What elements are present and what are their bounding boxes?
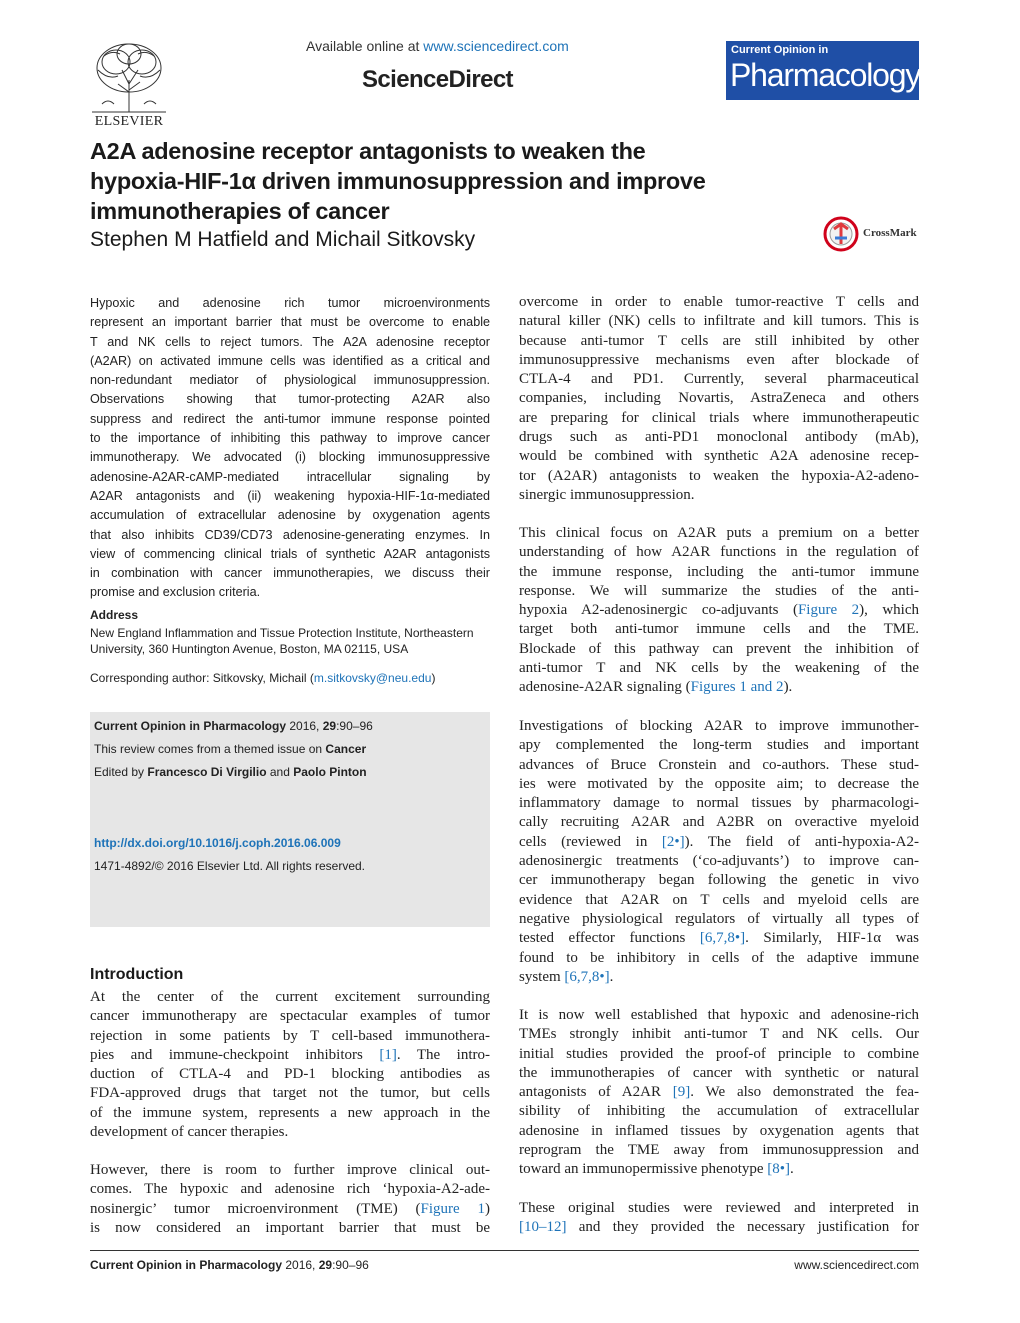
body-line: inflammatory damage to normal tissues by pharmacologi- [519, 795, 919, 812]
body-line: It is now well established that hypoxic and adenosine-rich [519, 1007, 919, 1023]
right-paragraph-1 [519, 293, 919, 505]
corresponding-prefix: Corresponding author: Sitkovsky, Michail ( [90, 671, 314, 685]
body-line: comes. The hypoxic and adenosine rich ‘hypoxia-A2-ade- [90, 1181, 490, 1198]
crossmark-icon [823, 216, 859, 252]
abstract-line: that also inhibits CD39/CD73 adenosine-generating enzymes. In [90, 527, 490, 542]
corresponding-suffix: ) [431, 671, 436, 685]
body-line: initial studies provided the proof-of principle to combine [519, 1045, 919, 1062]
body-line: immunosuppressive mechanisms even after blockade of [519, 351, 919, 368]
reference-link[interactable]: [6,7,8•] [699, 930, 746, 947]
doi-line [94, 836, 341, 850]
body-line: These original studies were reviewed and interpreted in [519, 1200, 919, 1216]
body-line: This clinical focus on A2AR puts a premium on a better [519, 525, 919, 541]
body-line: nosinergic’ tumor microenvironment (TME) (Figure 1) [90, 1200, 491, 1217]
footer-journal: Current Opinion in Pharmacology [90, 1258, 283, 1272]
footer-year: 2016, [282, 1258, 319, 1272]
body-line: cancer immunotherapy are spectacular examples of tumor [90, 1008, 490, 1025]
abstract-line: T and NK cells to reject tumors. The A2A adenosine receptor [90, 334, 490, 349]
body-line: FDA-approved drugs that target not the tumor, but cells [90, 1085, 490, 1102]
reference-link[interactable]: [10–12] [519, 1219, 567, 1236]
editor-name: Francesco Di Virgilio [147, 765, 267, 779]
body-line: antagonists of A2AR [9]. We also demonstrated the fea- [519, 1084, 919, 1101]
reference-link[interactable]: [8•] [767, 1161, 791, 1178]
body-line: Blockade of this pathway can prevent the inhibition of [519, 640, 919, 657]
body-line: response. We will summarize the studies of the anti- [519, 582, 919, 599]
body-line: sinergic immunosuppression. [519, 486, 695, 503]
footer-divider [90, 1250, 919, 1251]
body-line: evidence that A2AR on T cells and myeloid cells are [519, 891, 919, 908]
doi-link[interactable]: http://dx.doi.org/10.1016/j.coph.2016.06.009 [94, 836, 341, 850]
citation-pages: :90–96 [336, 719, 373, 733]
body-line: understanding of how A2AR functions in the regulation of [519, 544, 919, 561]
body-line: cer immunotherapy began following the genetic in vivo [519, 872, 919, 889]
editors-line [94, 765, 367, 779]
footer-volume: 29 [318, 1258, 333, 1272]
crossmark-badge[interactable] [823, 216, 923, 252]
elsevier-wordmark: ELSEVIER [94, 114, 164, 129]
right-paragraph-5 [519, 1199, 919, 1238]
right-paragraph-2 [519, 524, 919, 698]
body-line: the immune response, including the anti-tumor immune [519, 563, 919, 580]
themed-issue-line [94, 742, 366, 756]
body-line: the immunotherapies of cancer with synthetic or natural [519, 1064, 919, 1081]
reference-link[interactable]: Figures 1 and 2 [690, 679, 784, 696]
body-line: development of cancer therapies. [90, 1124, 289, 1141]
themed-topic: Cancer [325, 742, 367, 756]
corresponding-author [90, 671, 435, 685]
abstract-line: (A2AR) on activated immune cells was identified as a critical and [90, 353, 490, 368]
citation-line [94, 719, 373, 733]
body-line: negative physiological regulators of virtually all types of [519, 910, 919, 927]
abstract-line: Hypoxic and adenosine rich tumor microenvironments [90, 296, 490, 310]
abstract-line: suppress and redirect the anti-tumor immune response pointed [90, 411, 490, 426]
body-line: hypoxia A2-adenosinergic co-adjuvants (Figure 2), which [519, 602, 919, 619]
body-line: tested effector functions [6,7,8•]. Similarly, HIF-1α was [519, 930, 919, 947]
body-line: At the center of the current excitement surrounding [90, 989, 490, 1005]
abstract-line: adenosine-A2AR-cAMP-mediated intracellular signaling by [90, 469, 490, 484]
address [90, 625, 500, 657]
body-line: is now considered an important barrier that must be [90, 1219, 490, 1236]
abstract-line: Observations showing that tumor-protecting A2AR also [90, 392, 490, 407]
abstract-line: represent an important barrier that must be overcome to enable [90, 315, 490, 330]
body-line: are preparing for clinical trials where immunotherapeutic [519, 409, 919, 426]
reference-link[interactable]: [6,7,8•] [564, 968, 610, 985]
themed-prefix: This review comes from a themed issue on [94, 742, 326, 756]
body-line: adenosine in inflamed tissues by oxygenation agents that [519, 1122, 919, 1139]
intro-paragraph-1 [90, 988, 490, 1142]
body-line: would be combined with synthetic A2A adenosine recep- [519, 448, 919, 465]
body-line: Investigations of blocking A2AR to improve immunother- [519, 718, 919, 734]
journal-logo-line2: Pharmacology [730, 57, 921, 93]
body-line: overcome in order to enable tumor-reactive T cells and [519, 294, 919, 310]
citation-journal: Current Opinion in Pharmacology [94, 719, 287, 733]
body-line: [10–12] and they provided the necessary justification for [519, 1219, 919, 1236]
reference-link[interactable]: [2•] [661, 833, 685, 850]
abstract-line: non-redundant mediator of physiological immunosuppression. [90, 373, 490, 388]
address-heading: Address [90, 608, 139, 622]
reference-link[interactable]: [9] [672, 1084, 691, 1101]
right-paragraph-4 [519, 1006, 919, 1180]
right-paragraph-3 [519, 717, 919, 987]
title-line: immunotherapies of cancer [90, 198, 390, 224]
body-line: TMEs strongly inhibit anti-tumor T and NK cells. Our [519, 1026, 919, 1043]
crossmark-label: CrossMark [863, 227, 917, 239]
body-line: cells (reviewed in [2•]). The field of anti-hypoxia-A2- [519, 833, 919, 850]
abstract-line: in combination with cancer immunotherapies, we discuss their [90, 566, 490, 581]
body-line: anti-tumor T and NK cells by the weakening of the [519, 660, 919, 677]
elsevier-logo [88, 40, 170, 130]
citation-volume: 29 [322, 719, 337, 733]
reference-link[interactable]: Figure 1 [420, 1200, 486, 1217]
reference-link[interactable]: [1] [379, 1046, 397, 1063]
abstract-line: immunotherapy. We advocated (i) blocking immunosuppressive [90, 450, 490, 465]
reference-link[interactable]: Figure 2 [797, 602, 860, 619]
issn-line: 1471-4892/© 2016 Elsevier Ltd. All rights reserved. [94, 859, 365, 873]
body-line: rejection in some patients by T cell-based immunothera- [90, 1027, 490, 1044]
editor-name: Paolo Pinton [293, 765, 367, 779]
abstract-line: promise and exclusion criteria. [90, 585, 261, 600]
abstract-line: accumulation of extracellular adenosine by oxygenation agents [90, 508, 490, 523]
platform-name: ScienceDirect [362, 66, 513, 93]
body-line: pies and immune-checkpoint inhibitors [1]. The intro- [90, 1046, 490, 1063]
body-line: duction of CTLA-4 and PD-1 blocking antibodies as [90, 1066, 490, 1083]
body-line: found to be inhibitory in cells of the adaptive immune [519, 949, 919, 966]
body-line: tor (A2AR) antagonists to weaken the hypoxia-A2-adeno- [519, 467, 919, 484]
abstract [90, 294, 490, 603]
journal-logo [726, 41, 919, 100]
footer-citation [90, 1258, 369, 1272]
body-line: CTLA-4 and PD1. Currently, several pharmaceutical [519, 371, 919, 388]
body-line: system [6,7,8•]. [519, 968, 614, 985]
body-line: of the immune system, represents a new approach in the [90, 1104, 490, 1121]
available-prefix: Available online at [306, 38, 424, 54]
edited-prefix: Edited by [94, 765, 148, 779]
citation-year: 2016, [286, 719, 323, 733]
corresponding-email-link[interactable]: m.sitkovsky@neu.edu [313, 671, 432, 685]
abstract-line: view of commencing clinical trials of synthetic A2AR antagonists [90, 546, 490, 561]
article-info-box [90, 712, 490, 927]
body-line: adenosinergic treatments (‘co-adjuvants’) to improve can- [519, 853, 919, 870]
body-line: natural killer (NK) cells to infiltrate and kill tumors. This is [519, 313, 919, 330]
body-line: because anti-tumor T cells are still inhibited by other [519, 332, 919, 349]
title-line: A2A adenosine receptor antagonists to weaken the [90, 138, 646, 164]
elsevier-tree-icon [88, 40, 170, 114]
body-line: However, there is room to further improve clinical out- [90, 1162, 490, 1178]
body-line: cally recruiting A2AR and A2BR on overactive myeloid [519, 814, 919, 831]
available-online [306, 38, 569, 54]
journal-logo-line1: Current Opinion in [731, 44, 829, 56]
body-line: adenosine-A2AR signaling (Figures 1 and 2). [519, 679, 793, 696]
editor-and: and [266, 765, 294, 779]
introduction-heading: Introduction [90, 966, 184, 983]
body-line: toward an immunopermissive phenotype [8•]. [519, 1161, 794, 1178]
body-line: sibility of inhibiting the accumulation of extracellular [519, 1103, 919, 1120]
sciencedirect-link[interactable]: www.sciencedirect.com [423, 38, 569, 54]
address-line: University, 360 Huntington Avenue, Boston, MA 02115, USA [90, 642, 409, 656]
body-line: reprogram the TME away from immunosuppression and [519, 1142, 919, 1159]
body-line: companies, including Novartis, AstraZeneca and others [519, 390, 919, 407]
article-authors: Stephen M Hatfield and Michail Sitkovsky [90, 228, 476, 251]
body-line: ies were motivated by the opposite aim; to decrease the [519, 775, 919, 792]
intro-paragraph-2 [90, 1161, 490, 1238]
body-line: advances of Bruce Cronstein and co-authors. These stud- [519, 756, 919, 773]
body-line: drugs such as anti-PD1 monoclonal antibody (mAb), [519, 429, 919, 446]
body-line: apy complemented the long-term studies and important [519, 737, 919, 754]
title-line: hypoxia-HIF-1α driven immunosuppression and improve [90, 168, 706, 194]
abstract-line: A2AR antagonists and (ii) weakening hypoxia-HIF-1α-mediated [90, 488, 490, 503]
body-line: target both anti-tumor immune cells and the TME. [519, 621, 919, 638]
abstract-line: to the importance of inhibiting this pathway to improve cancer [90, 431, 490, 446]
footer-pages: :90–96 [332, 1258, 369, 1272]
address-line: New England Inflammation and Tissue Protection Institute, Northeastern [90, 626, 474, 640]
footer-url[interactable]: www.sciencedirect.com [794, 1258, 919, 1272]
article-title [90, 136, 830, 226]
